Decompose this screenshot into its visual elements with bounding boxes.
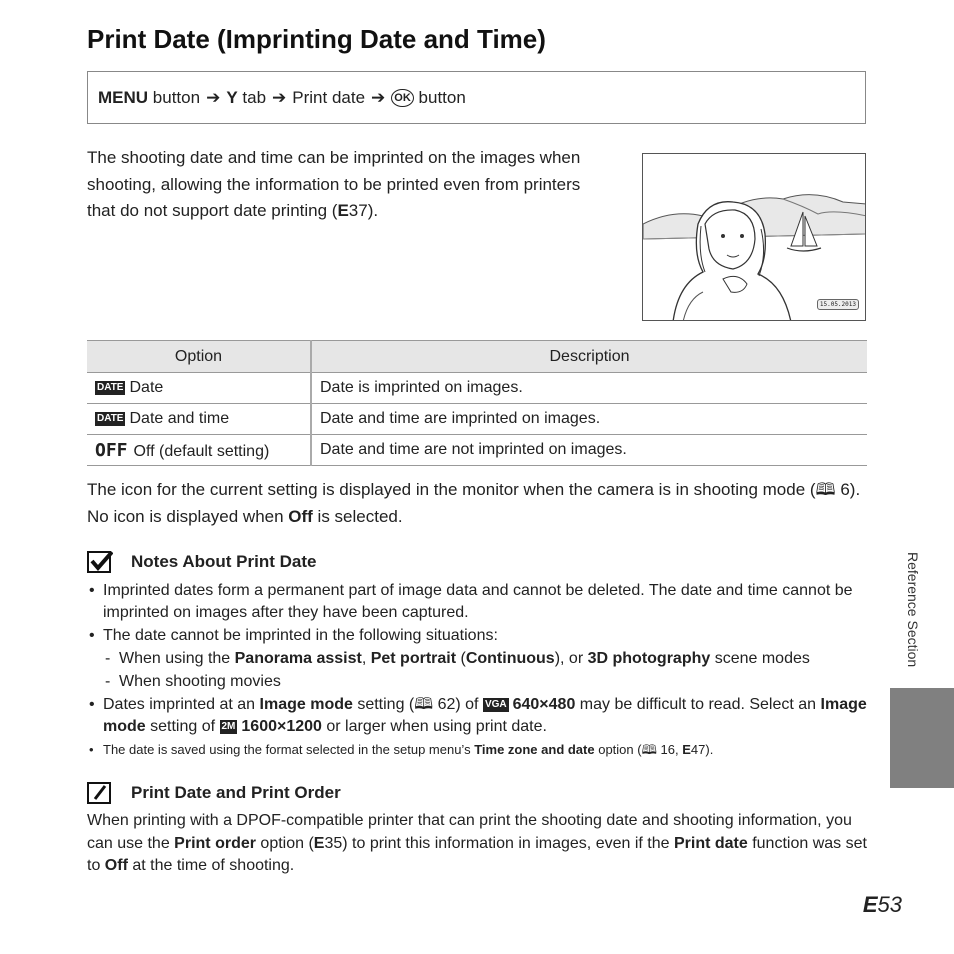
print-date-label: Print date xyxy=(292,87,366,107)
menu-path-box xyxy=(87,71,866,124)
list-item: • The date cannot be imprinted in the following situations: xyxy=(87,625,872,647)
arrow-icon: ➔ xyxy=(272,87,287,107)
book-icon: 🕮 xyxy=(414,696,434,713)
e-ref-icon: E xyxy=(337,201,349,220)
list-item: - When using the Panorama assist, Pet portrait (Continuous), or 3D photography scene modes xyxy=(87,648,872,670)
table-header-row xyxy=(87,341,867,373)
list-item: - When shooting movies xyxy=(87,671,872,693)
print-order-paragraph: When printing with a DPOF-compatible printer that can print the shooting date and shooting information, you can use the Print order option (E35) to print this information in images, even if the Print date function was set to Off at the time of shooting. xyxy=(87,812,867,874)
ok-button-label: button xyxy=(418,87,466,107)
wrench-icon: Y xyxy=(226,87,238,107)
table-row: OFF Off (default setting) Date and time are not imprinted on images. xyxy=(87,435,867,466)
menu-icon: MENU xyxy=(98,87,149,107)
section-tab xyxy=(890,688,954,788)
date-time-icon: DATE xyxy=(97,412,124,424)
intro-text: The shooting date and time can be imprinted on the images when shooting, allowing the information to be printed even from printers that do not support date printing (E37). xyxy=(87,148,581,220)
date-icon: DATE xyxy=(97,381,124,393)
print-order-heading: Print Date and Print Order xyxy=(87,782,341,804)
e-ref-icon: E xyxy=(862,892,878,917)
tab-label: tab xyxy=(242,87,267,107)
options-table xyxy=(87,340,867,466)
notes-list xyxy=(87,580,872,762)
book-icon: 🕮 xyxy=(815,480,836,499)
list-item: • The date is saved using the format selected in the setup menu’s Time zone and date option (🕮 16, E47). xyxy=(87,739,872,761)
page-title: Print Date (Imprinting Date and Time) xyxy=(87,24,546,54)
section-label: Reference Section xyxy=(905,552,921,668)
arrow-icon: ➔ xyxy=(371,87,386,107)
ok-icon: OK xyxy=(391,89,414,107)
list-item: • Dates imprinted at an Image mode setting (🕮 62) of VGA 640×480 may be difficult to read. Select an Image mode setting of 2M 1600×1200 or larger when using print date. xyxy=(87,694,872,738)
list-item: • Imprinted dates form a permanent part of image data and cannot be deleted. The date and time cannot be imprinted on images after they have been captured. xyxy=(87,580,872,624)
check-note-icon xyxy=(87,551,113,573)
notes-heading: Notes About Print Date xyxy=(87,551,316,573)
portrait-illustration xyxy=(643,154,866,321)
sample-photo xyxy=(642,153,866,321)
imprinted-date: 15.05.2013 xyxy=(817,299,859,310)
book-icon: 🕮 xyxy=(641,742,657,757)
arrow-icon: ➔ xyxy=(206,87,221,107)
vga-icon: VGA xyxy=(484,698,507,710)
header-description: Description xyxy=(311,341,867,373)
2m-icon: 2M xyxy=(221,720,236,732)
off-icon: OFF xyxy=(95,439,128,461)
e-ref-icon: E xyxy=(313,834,325,852)
icon-info-paragraph: The icon for the current setting is displayed in the monitor when the camera is in shooting mode (🕮 6). No icon is displayed when Off is selected. xyxy=(87,480,861,526)
page-number: E53 xyxy=(862,892,902,917)
table-row: DATE Date and time Date and time are imprinted on images. xyxy=(87,404,867,435)
table-row: DATE Date Date is imprinted on images. xyxy=(87,373,867,404)
header-option: Option xyxy=(87,341,311,373)
menu-button-label: button xyxy=(152,87,201,107)
e-ref-icon: E xyxy=(682,742,691,757)
pencil-note-icon xyxy=(87,782,113,804)
